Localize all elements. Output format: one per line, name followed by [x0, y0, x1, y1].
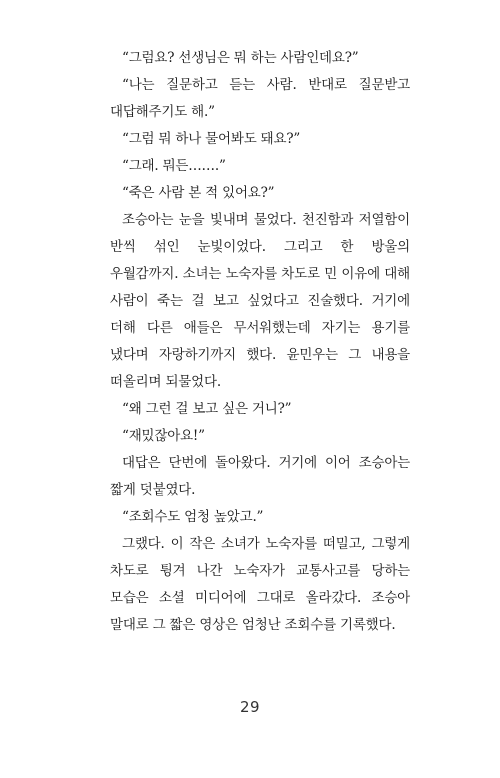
paragraph: “재밌잖아요!” [122, 428, 205, 444]
page-body [110, 45, 410, 639]
paragraph: “그럼요? 선생님은 뭐 하는 사람인데요?” [122, 50, 359, 66]
paragraph: “그럼 뭐 하나 물어봐도 돼요?” [122, 131, 301, 147]
paragraph: 조승아는 눈을 빛내며 물었다. 천진함과 저열함이 반씩 섞인 눈빛이었다. 그리고 한 방울의 우월감까지. 소녀는 노숙자를 차도로 민 이유에 대해 사람이 죽는 걸 보고 싶었다고 진술했다. 거기에 더해 다른 애들은 무서워했는데 자기는 용기를 냈다며 자랑하기까지 했다. 윤민우는 그 내용을 떠올리며 되물었다. [110, 212, 410, 390]
paragraph: “그래. 뭐든…….” [122, 158, 226, 174]
page-number: 29 [239, 698, 261, 716]
paragraph: “왜 그런 걸 보고 싶은 거니?” [122, 401, 292, 417]
paragraph: 대답은 단번에 돌아왔다. 거기에 이어 조승아는 짧게 덧붙였다. [110, 455, 410, 498]
paragraph: “조회수도 엄청 높았고.” [122, 509, 264, 525]
paragraph: “죽은 사람 본 적 있어요?” [122, 185, 275, 201]
paragraph: 그랬다. 이 작은 소녀가 노숙자를 떠밀고, 그렇게 차도로 튕겨 나간 노숙자가 교통사고를 당하는 모습은 소셜 미디어에 그대로 올라갔다. 조승아 말대로 그 짧은 영상은 엄청난 조회수를 기록했다. [110, 536, 410, 633]
paragraph: “나는 질문하고 듣는 사람. 반대로 질문받고 대답해주기도 해.” [110, 77, 410, 120]
